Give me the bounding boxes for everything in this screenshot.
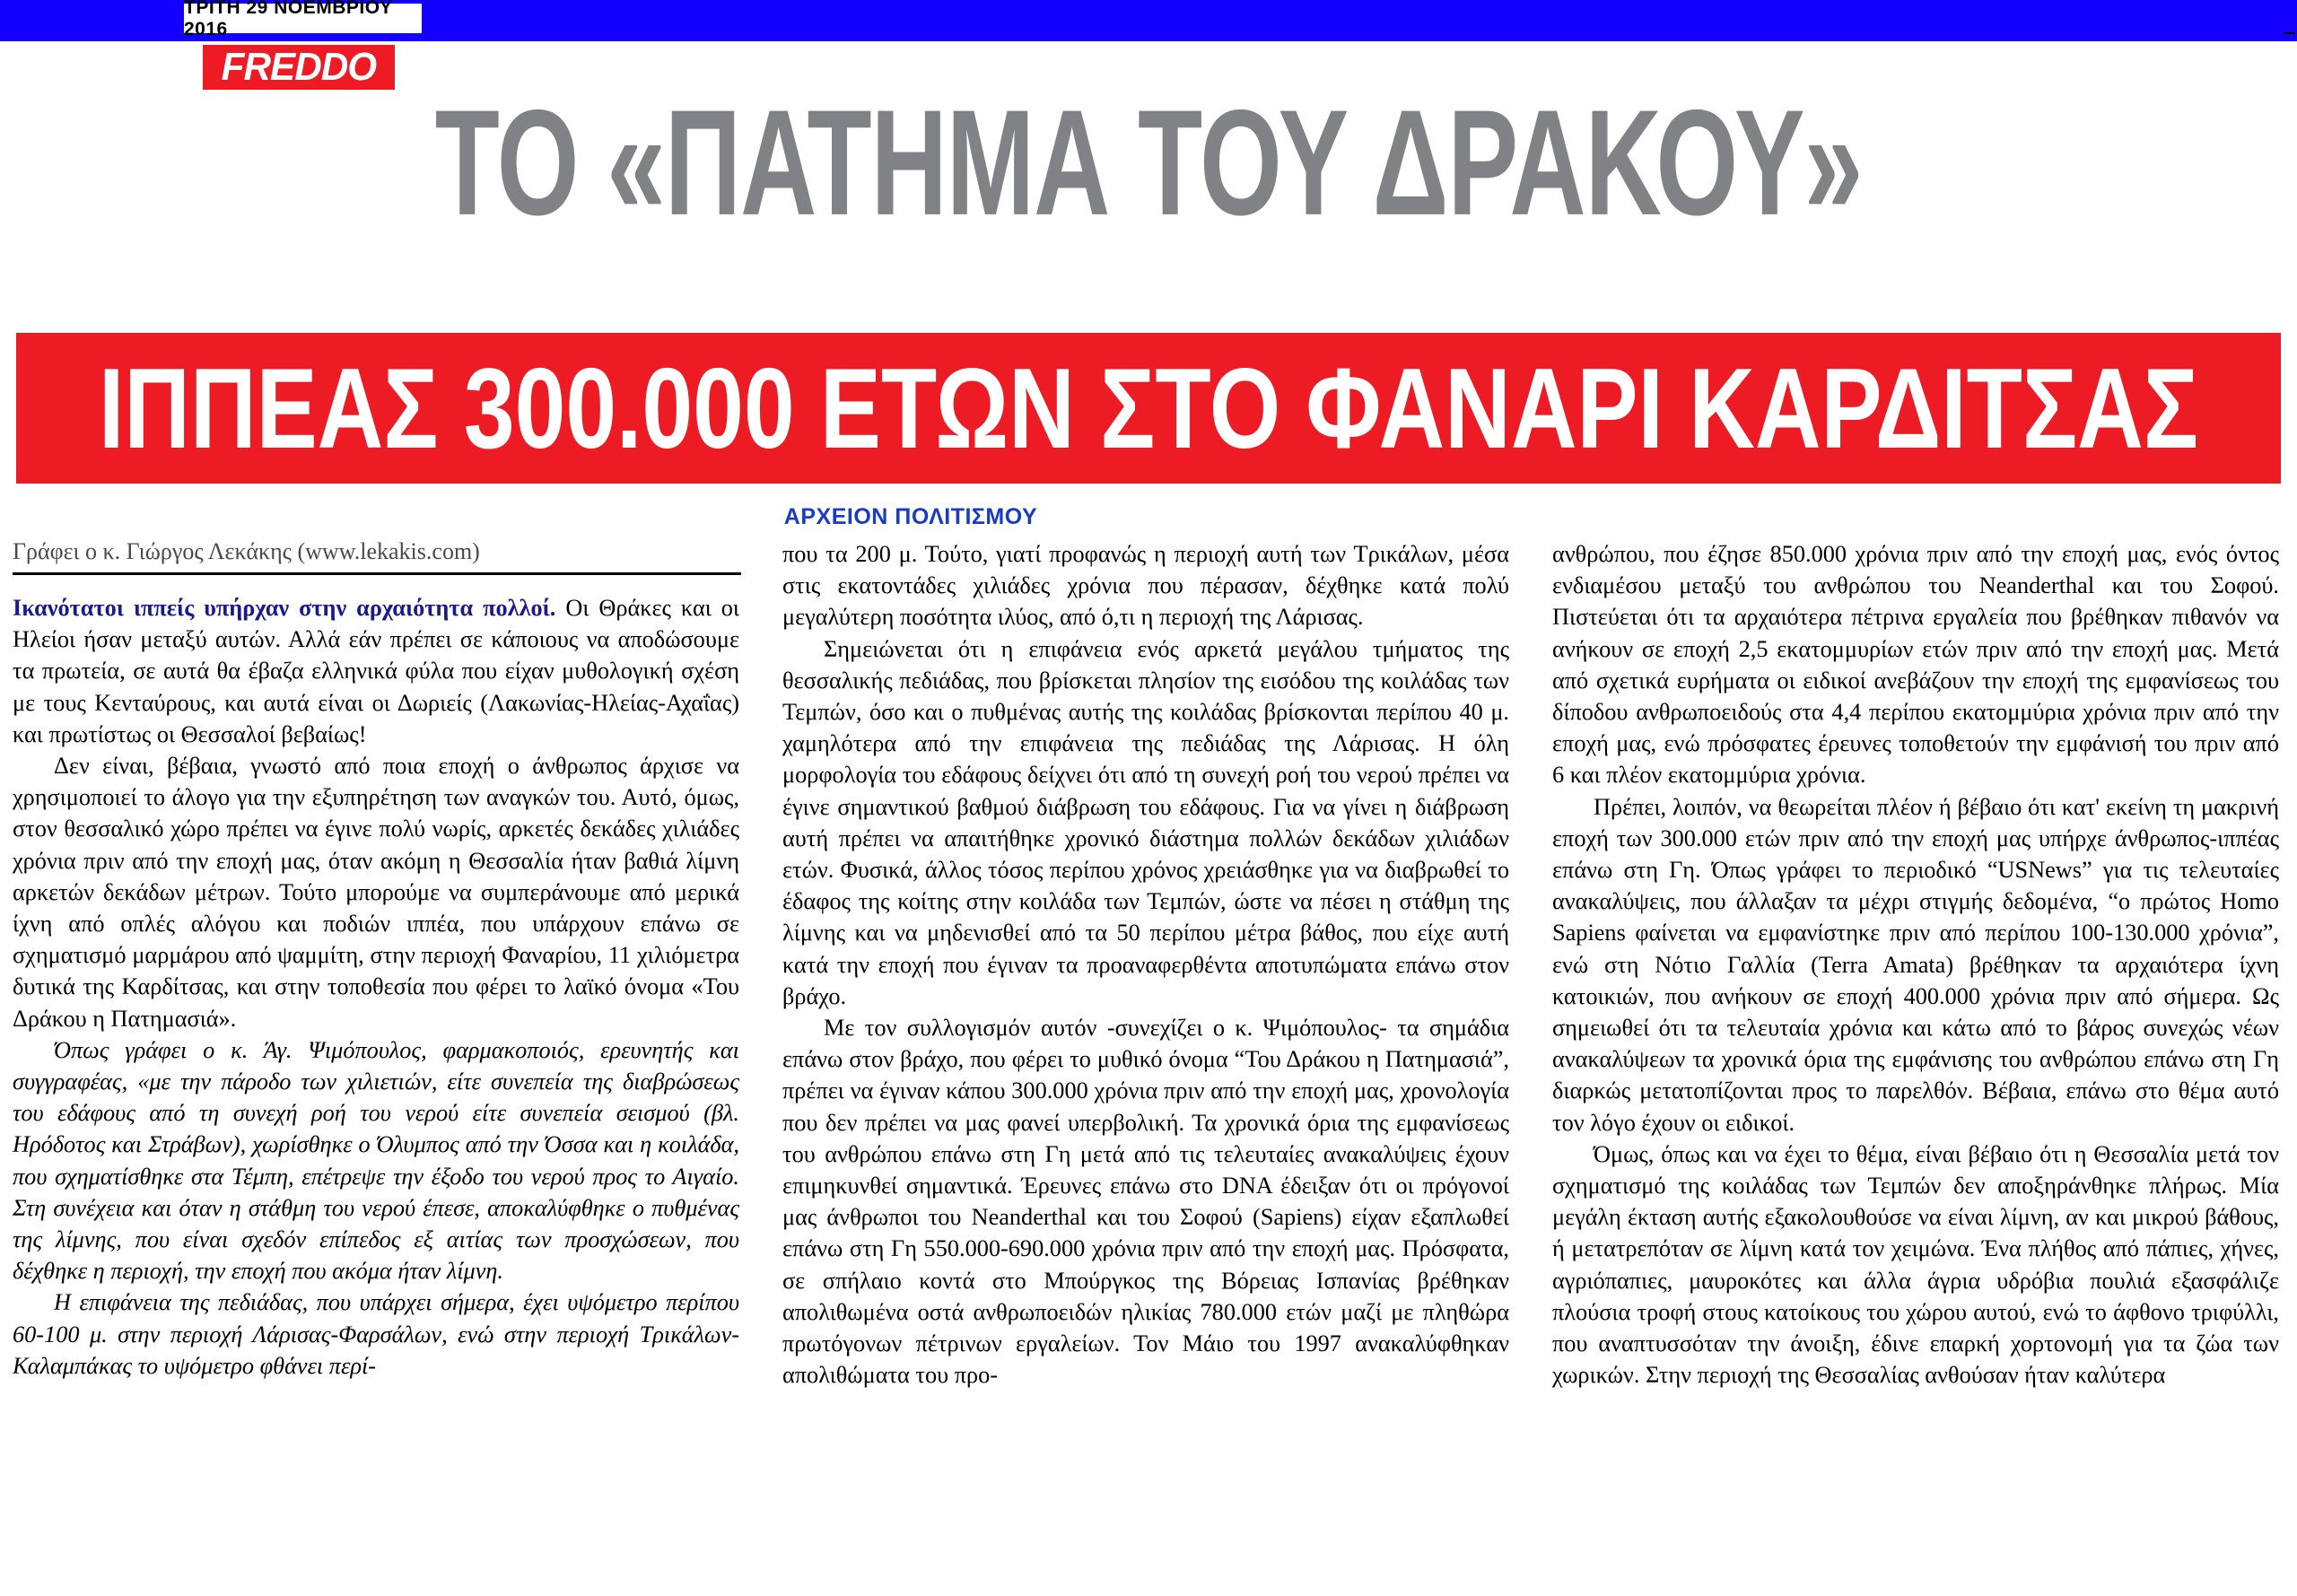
paragraph: Πρέπει, λοιπόν, να θεωρείται πλέον ή βέβαιο ότι κατ' εκείνη τη μακρινή εποχή των 300.000 ετών πριν από την εποχή μας υπήρχε άνθρωπος-ιππέας επάνω στη Γη. Όπως γράφει το περιοδικό “USNews” για τις τελευταίες ανακαλύψεις, που άλλαξαν τα μέχρι στιγμής δεδομένα, “ο πρώτος Homo Sapiens φαίνεται να εμφανίστηκε πριν από περίπου 100-130.000 χρόνια”, ενώ στη Νότιο Γαλλία (Terra Amata) βρέθηκαν τα αρχαιότερα ίχνη κατοικιών, που ανήκουν σε εποχή 400.000 χρόνια πριν από σήμερα. Ως σημειωθεί ότι τα τελευταία χρόνια και κάτω από το βάρος συνεχώς νέων ανακαλύψεων τα χρονικά όρια της εμφάνισης του ανθρώπου επάνω στη Γη διαρκώς μετατοπίζονται προς το παρελθόν. Βέβαια, επάνω στο θέμα αυτό τον λόγο έχουν οι ειδικοί. bbox=[1552, 793, 2279, 1136]
paragraph: Η επιφάνεια της πεδιάδας, που υπάρχει σήμερα, έχει υψόμετρο περίπου 60-100 μ. στην περιοχή Λάρισας-Φαρσάλων, ενώ στην περιοχή Τρικάλων-Καλαμπάκας το υψόμετρο φθάνει περί- bbox=[13, 1289, 739, 1379]
lead-sentence: Ικανότατοι ιππείς υπήρχαν στην αρχαιότητα πολλοί. bbox=[13, 595, 556, 621]
byline-divider bbox=[13, 572, 741, 575]
paragraph: ανθρώπου, που έζησε 850.000 χρόνια πριν από την εποχή μας, ενός όντος ενδιαμέσου μεταξύ του ανθρώπου του Neanderthal και του Σοφού. Πιστεύεται ότι τα αρχαιότερα πέτρινα εργαλεία που βρέθηκαν πιθανόν να ανήκουν σε εποχή 2,5 εκατομμυρίων ετών πριν από την εποχή μας. Μετά από σχετικά ευρήματα οι ειδικοί ανεβάζουν την εποχή της εμφανίσεως του δίποδου ανθρωποειδούς στα 4,4 περίπου εκατομμύρια χρόνια πριν από την εποχή μας, ενώ πρόσφατες έρευνες τοποθετούν την εμφάνισή του πριν από 6 και πλέον εκατομμύρια χρόνια. bbox=[1552, 541, 2279, 789]
paragraph: Δεν είναι, βέβαια, γνωστό από ποια εποχή ο άνθρωπος άρχισε να χρησιμοποιεί το άλογο για την εξυπηρέτηση των αναγκών του. Αυτό, όμως, στον θεσσαλικό χώρο πρέπει να έγινε πολύ νωρίς, αρκετές δεκάδες χιλιάδες χρόνια πριν από την εποχή μας, όταν ακόμη η Θεσσαλία ήταν βαθιά λίμνη αρκετών δεκάδων μέτρων. Τούτο μπορούμε να συμπεράνουμε από μερικά ίχνη από οπλές αλόγου και ποδιών ιππέα, που υπάρχουν επάνω σε σχηματισμό μαρμάρου από ψαμμίτη, στην περιοχή Φαναρίου, 11 χιλιόμετρα δυτικά της Καρδίτσας, και στην τοποθεσία που φέρει το λαϊκό όνομα «Του Δράκου η Πατημασιά». bbox=[13, 753, 739, 1032]
article-column-1 bbox=[13, 592, 739, 1382]
page-title: ΤΟ «ΠΑΤΗΜΑ ΤΟΥ ΔΡΑΚΟΥ» bbox=[434, 79, 1863, 248]
article-column-2 bbox=[782, 538, 1509, 1391]
top-date-bar bbox=[0, 0, 2297, 41]
paragraph-text: Οι Θράκες και οι Ηλείοι ήσαν μεταξύ αυτών. Αλλά εάν πρέπει σε κάποιους να αποδώσουμε τα πρωτεία, σε αυτά θα έβαζα ελληνικά φύλα που είχαν μυθολογική σχέση με τους Κενταύρους, και αυτά είναι οι Δωριείς (Λακωνίας-Ηλείας-Αχαΐας) και πρωτίστως οι Θεσσαλοί βεβαίως! bbox=[13, 595, 739, 747]
freddo-logo bbox=[199, 41, 398, 93]
paragraph: Σημειώνεται ότι η επιφάνεια ενός αρκετά μεγάλου τμήματος της θεσσαλικής πεδιάδας, που βρίσκεται πλησίον της εισόδου της κοιλάδας των Τεμπών, όσο και ο πυθμένας αυτής της κοιλάδας βρίσκονται περίπου 40 μ. χαμηλότερα από την επιφάνεια της πεδιάδας της Λάρισας. Η όλη μορφολογία του εδάφους δείχνει ότι από τη συνεχή ροή του νερού πρέπει να έγινε σημαντικού βαθμού διάβρωση του εδάφους. Για να γίνει η διάβρωση αυτή πρέπει να απαιτήθηκε χρονικό διάστημα πολλών δεκάδων χιλιάδων ετών. Φυσικά, άλλος τόσος περίπου χρόνος χρειάσθηκε για να διαβρωθεί το έδαφος της κοίτης στην κοιλάδα των Τεμπών, ώστε να πέσει η στάθμη της λίμνης και να μηδενισθεί από τα 50 περίπου μέτρα βάθος, που είχε αυτή κατά την εποχή που έγιναν τα προαναφερθέντα αποτυπώματα επάνω στον βράχο. bbox=[782, 635, 1509, 1009]
paragraph: που τα 200 μ. Τούτο, γιατί προφανώς η περιοχή αυτή των Τρικάλων, μέσα στις εκατοντάδες χιλιάδες χρόνια που πέρασαν, δέχθηκε κατά πολύ μεγαλύτερη ποσότητα ιλύος, από ό,τι η περιοχή της Λάρισας. bbox=[782, 541, 1509, 631]
paragraph bbox=[13, 592, 739, 750]
paragraph: Όπως γράφει ο κ. Άγ. Ψιμόπουλος, φαρμακοποιός, ερευνητής και συγγραφέας, «με την πάροδο των χιλιετιών, είτε συνεπεία της διαβρώσεως του εδάφους από τη συνεχή ροή του νερού είτε συνεπεία σεισμού (βλ. Ηρόδοτος και Στράβων), χωρίσθηκε ο Όλυμπος από την Όσσα και η κοιλάδα, που σχηματίσθηκε στα Τέμπη, επέτρεψε την έξοδο του νερού προς το Αιγαίο. Στη συνέχεια και όταν η στάθμη του νερού έπεσε, αποκαλύφθηκε ο πυθμένας της λίμνης, που είναι σχεδόν επίπεδος εξ αιτίας των προσχώσεων, που δέχθηκε η περιοχή, την εποχή που ακόμα ήταν λίμνη. bbox=[13, 1036, 739, 1285]
byline: Γράφει ο κ. Γιώργος Λεκάκης (www.lekakis.com) bbox=[13, 538, 480, 564]
freddo-logo-text: FREDDO bbox=[221, 45, 377, 89]
article-column-3 bbox=[1552, 538, 2279, 1391]
issue-date: ΤΡΙΤΗ 29 ΝΟΕΜΒΡΙΟΥ 2016 bbox=[184, 4, 422, 33]
subheadline-text: ΙΠΠΕΑΣ 300.000 ΕΤΩΝ ΣΤΟ ΦΑΝΑΡΙ ΚΑΡΔΙΤΣΑΣ bbox=[98, 344, 2199, 473]
paragraph: Όμως, όπως και να έχει το θέμα, είναι βέβαιο ότι η Θεσσαλία μετά τον σχηματισμό της κοιλάδας των Τεμπών δεν αποξηράνθηκε πλήρως. Μία μεγάλη έκταση αυτής εξακολουθούσε να είναι λίμνη, αν και μικρού βάθους, ή μετατρεπόταν σε λίμνη κατά τον χειμώνα. Ένα πλήθος από πάπιες, χήνες, αγριόπαπιες, μαυροκότες και άλλα άγρια υδρόβια πουλιά εξασφάλιζε πλούσια τροφή στους κατοίκους του χώρου αυτού, ενώ το άφθονο τριφύλλι, που αναπτυσσόταν την άνοιξη, έδινε επαρκή χορτονομή για τα ζώα των χωρικών. Στην περιοχή της Θεσσαλίας ανθούσαν ήταν καλύτερα bbox=[1552, 1140, 2279, 1389]
corner-marker bbox=[2284, 32, 2295, 34]
section-label: ΑΡΧΕΙΟΝ ΠΟΛΙΤΙΣΜΟΥ bbox=[783, 504, 1038, 529]
subheadline-band bbox=[16, 333, 2281, 484]
paragraph: Με τον συλλογισμόν αυτόν -συνεχίζει ο κ. Ψιμόπουλος- τα σημάδια επάνω στον βράχο, που φέρει το μυθικό όνομα “Του Δράκου η Πατημασιά”, πρέπει να έγιναν κάπου 300.000 χρόνια πριν από την εποχή μας, χρονολογία που δεν πρέπει να μας φανεί υπερβολική. Τα χρονικά όρια της εμφανίσεως του ανθρώπου επάνω στη Γη μετά από τις τελευταίες ανακαλύψεις έχουν επιμηκυνθεί σημαντικά. Έρευνες επάνω στο DNA έδειξαν ότι οι πρόγονοί μας άνθρωποι του Neanderthal και του Σοφού (Sapiens) είχαν εξαπλωθεί επάνω στη Γη 550.000-690.000 χρόνια πριν από την εποχή μας. Πρόσφατα, σε σπήλαιο κοντά στο Μπούργκος της Βόρειας Ισπανίας βρέθηκαν απολιθωμένα οστά ανθρωποειδών ηλικίας 780.000 ετών μαζί με πληθώρα πρωτόγονων πέτρινων εργαλείων. Τον Μάιο του 1997 ανακαλύφθηκαν απολιθώματα του προ- bbox=[782, 1015, 1509, 1389]
